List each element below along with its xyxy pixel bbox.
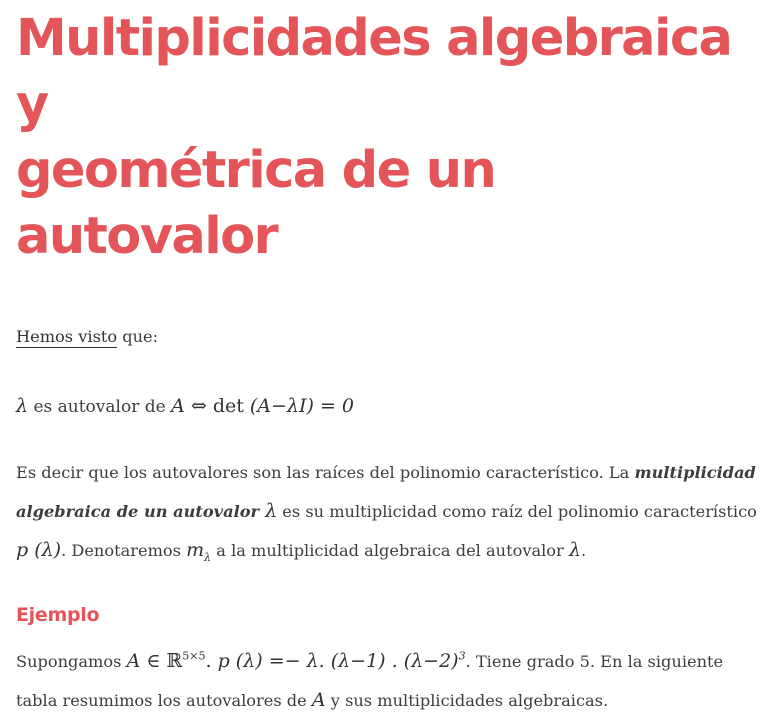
ex-poly-body: p (λ) =− λ. (λ−1) . (λ−2) [217,650,459,672]
page-title [16,6,761,270]
ex-matrix-a: A [126,650,141,672]
def-bold-term: multiplicidad algebraica de un autovalor [16,463,756,521]
def-p-lambda: p (λ) [16,539,62,561]
eigenvalue-formula [16,387,761,426]
example-heading: Ejemplo [16,604,100,626]
ex-text-1: Supongamos [16,652,127,671]
def-text-1: Es decir que los autovalores son las raíces del polinomio característico. La [16,463,635,482]
intro-text: que: [117,327,159,346]
definition-paragraph [16,454,761,570]
intro-paragraph [16,318,761,356]
def-m-subscript: λ [204,550,212,564]
ex-matrix-a-2: A [311,689,326,711]
ex-dot: . [205,650,218,672]
article [16,0,761,720]
title-line-1: Multiplicidades algebraica y [16,9,732,134]
ex-reals-dim: 5×5 [182,649,206,663]
title-line-2: geométrica de un autovalor [16,141,496,266]
def-m [186,539,212,564]
def-lambda-1: λ [259,500,278,522]
def-text-2: es su multiplicidad como raíz del polinomio característico [277,502,757,521]
ex-polynomial [218,650,466,672]
ex-text-3: y sus multiplicidades algebraicas. [325,691,609,710]
def-text-4: a la multiplicidad algebraica del autovalor [211,541,569,560]
formula-det: det [212,395,244,417]
formula-rest: (A−λI) = 0 [243,395,354,417]
ex-reals-symbol: ℝ [166,650,183,672]
formula-iff: ⇔ [184,395,213,417]
formula-matrix-a: A [171,395,185,417]
ex-poly-exp: 3 [458,649,466,663]
hemos-visto-link[interactable]: Hemos visto [16,327,118,346]
def-text-5: . [580,541,587,560]
def-lambda-2: λ [568,539,581,561]
example-paragraph [16,642,761,720]
formula-lambda: λ [16,395,29,417]
def-m-symbol: m [186,539,205,561]
ex-in: ∈ [140,650,167,672]
ex-reals [167,650,206,672]
def-text-3: . Denotaremos [61,541,187,560]
formula-text: es autovalor de [28,397,172,417]
ex-text-2: . Tiene grado 5. En la siguiente tabla resumimos los autovalores de [16,652,724,710]
